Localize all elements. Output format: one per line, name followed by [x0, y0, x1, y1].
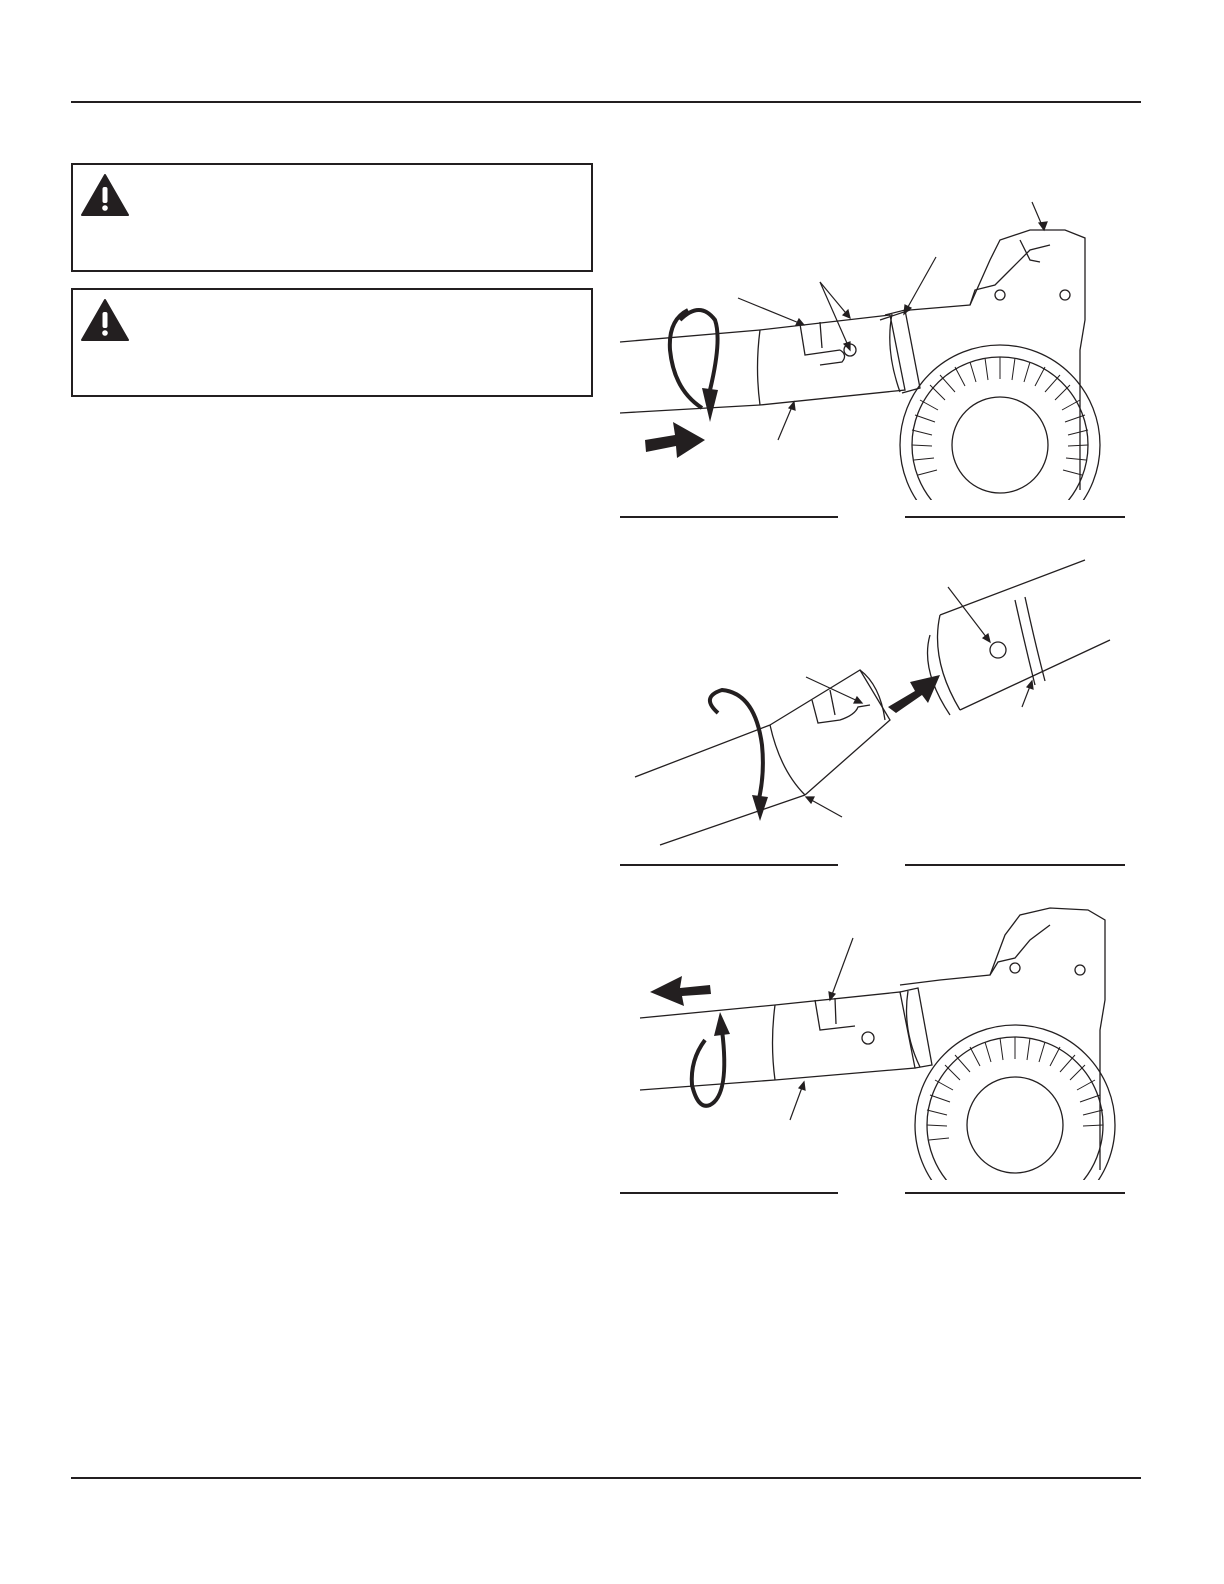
- figure-remove-tube-from-blower: [610, 900, 1130, 1180]
- blower-housing: [900, 908, 1105, 1170]
- push-arrow: [645, 422, 705, 458]
- figure-attach-tube-to-blower: [610, 190, 1130, 500]
- caption-rule: [620, 1192, 838, 1194]
- warning-box: [71, 288, 593, 397]
- warning-triangle-icon: [80, 298, 130, 342]
- figure-join-tube-sections: [630, 545, 1130, 855]
- pull-arrow: [650, 976, 711, 1006]
- caption-rule: [620, 864, 838, 866]
- warning-triangle-icon: [80, 173, 130, 217]
- fan-cover-inner: [967, 1077, 1063, 1173]
- blower-tube: [640, 1005, 775, 1090]
- caption-rule: [620, 516, 838, 518]
- fan-cover-inner: [952, 397, 1048, 493]
- upper-tube: [940, 560, 1110, 710]
- fan-grille: [927, 1037, 1103, 1140]
- lock-hole: [990, 642, 1006, 658]
- fan-grille: [912, 357, 1088, 475]
- warning-box: [71, 163, 593, 272]
- caption-rule: [905, 1192, 1125, 1194]
- caption-rule: [905, 516, 1125, 518]
- lower-tube: [635, 725, 805, 845]
- footer-rule: [71, 1477, 1141, 1479]
- rotate-arrow: [710, 690, 763, 803]
- push-arrow: [888, 675, 940, 713]
- caption-rule: [905, 864, 1125, 866]
- header-rule: [71, 101, 1141, 103]
- rotate-arrow: [692, 1030, 725, 1106]
- blower-housing: [880, 230, 1085, 490]
